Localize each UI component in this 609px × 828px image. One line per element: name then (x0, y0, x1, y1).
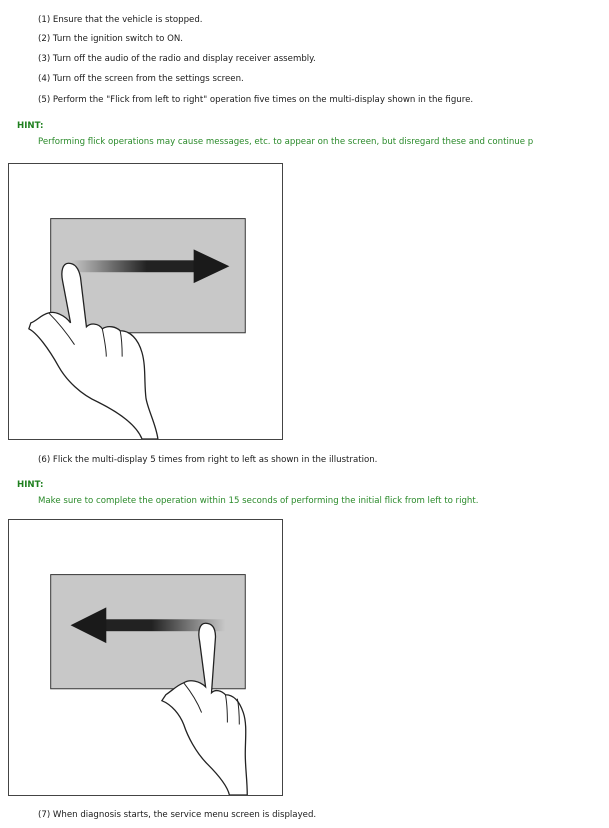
step-4: (4) Turn off the screen from the settings screen. (38, 74, 244, 84)
step-6: (6) Flick the multi-display 5 times from right to left as shown in the illustration. (38, 455, 378, 465)
figure-flick-right (8, 163, 283, 440)
step-2: (2) Turn the ignition switch to ON. (38, 34, 184, 44)
hint-text-1: Performing flick operations may cause messages, etc. to appear on the screen, but disregard these and continue p (38, 137, 534, 147)
hint-label-2: HINT: (17, 480, 44, 490)
flick-left-illustration (9, 520, 282, 795)
step-1: (1) Ensure that the vehicle is stopped. (38, 15, 203, 25)
figure-flick-left (8, 519, 283, 796)
display-screen (51, 575, 246, 689)
step-5: (5) Perform the "Flick from left to right" operation five times on the multi-display shown in the figure. (38, 95, 474, 105)
step-3: (3) Turn off the audio of the radio and display receiver assembly. (38, 54, 316, 64)
arrow-trail (71, 260, 198, 272)
hint-label-1: HINT: (17, 121, 44, 131)
flick-right-illustration (9, 164, 282, 439)
hint-text-2: Make sure to complete the operation within 15 seconds of performing the initial flick from left to right. (38, 496, 479, 506)
step-7: (7) When diagnosis starts, the service menu screen is displayed. (38, 810, 317, 820)
